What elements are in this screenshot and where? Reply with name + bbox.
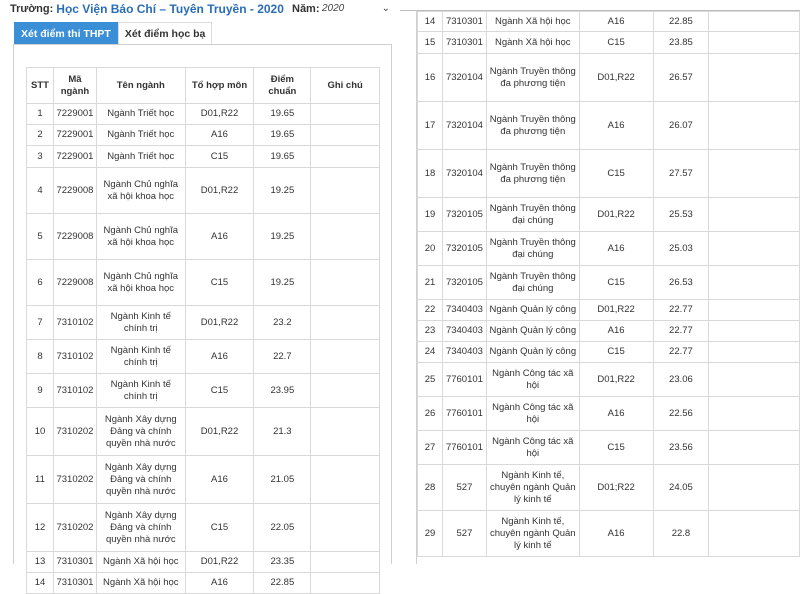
row-stt: 13 [27, 552, 54, 573]
row-subject-combo: A16 [185, 340, 254, 374]
row-stt: 24 [418, 342, 443, 363]
row-major-code: 7310301 [442, 12, 486, 32]
row-major-name: Ngành Kinh tế chính trị [96, 374, 185, 408]
row-note [311, 125, 380, 146]
year-select[interactable] [320, 1, 392, 16]
row-major-code: 7320105 [442, 198, 486, 232]
row-major-code: 7229008 [53, 260, 96, 306]
school-bar [10, 0, 284, 18]
table-row [418, 102, 800, 150]
row-major-code: 7310202 [53, 504, 96, 552]
row-stt: 3 [27, 146, 54, 168]
table-row [418, 12, 800, 32]
row-subject-combo: A16 [579, 102, 653, 150]
row-cutoff-score: 22.7 [254, 340, 311, 374]
row-stt: 2 [27, 125, 54, 146]
row-cutoff-score: 19.65 [254, 146, 311, 168]
row-major-name: Ngành Truyền thông đại chúng [486, 198, 579, 232]
row-stt: 16 [418, 54, 443, 102]
tab-thpt-score[interactable]: Xét điểm thi THPT [14, 22, 118, 44]
row-major-name: Ngành Kinh tế, chuyên ngành Quản lý kinh tế [486, 465, 579, 511]
row-note [311, 146, 380, 168]
row-major-code: 7310301 [442, 32, 486, 54]
row-subject-combo: A16 [579, 321, 653, 342]
row-major-code: 7229001 [53, 125, 96, 146]
row-major-name: Ngành Chủ nghĩa xã hội khoa học [96, 214, 185, 260]
row-major-code: 7340403 [442, 342, 486, 363]
table-row [418, 465, 800, 511]
row-major-code: 7760101 [442, 431, 486, 465]
row-subject-combo: A16 [185, 456, 254, 504]
table-row [418, 150, 800, 198]
row-subject-combo: A16 [185, 214, 254, 260]
row-stt: 25 [418, 363, 443, 397]
row-major-name: Ngành Kinh tế chính trị [96, 306, 185, 340]
right-divider-top [400, 10, 800, 11]
tab-transcript-score[interactable]: Xét điểm học bạ [118, 22, 213, 44]
row-stt: 12 [27, 504, 54, 552]
row-stt: 20 [418, 232, 443, 266]
row-major-name: Ngành Quản lý công [486, 321, 579, 342]
row-stt: 17 [418, 102, 443, 150]
chevron-down-icon: ⌄ [381, 3, 390, 14]
row-subject-combo: A16 [579, 232, 653, 266]
row-major-name: Ngành Xây dựng Đảng và chính quyền nhà nước [96, 408, 185, 456]
row-subject-combo: C15 [579, 150, 653, 198]
row-major-name: Ngành Kinh tế, chuyên ngành Quản lý kinh tế [486, 511, 579, 557]
row-major-name: Ngành Xã hội học [486, 12, 579, 32]
row-note [311, 374, 380, 408]
table-row [418, 397, 800, 431]
row-major-name: Ngành Triết học [96, 125, 185, 146]
row-major-name: Ngành Quản lý công [486, 342, 579, 363]
row-major-name: Ngành Xây dựng Đảng và chính quyền nhà nước [96, 456, 185, 504]
year-label: Năm: [292, 3, 320, 15]
row-note [709, 465, 800, 511]
row-cutoff-score: 22.05 [254, 504, 311, 552]
row-major-name: Ngành Truyền thông đại chúng [486, 232, 579, 266]
row-subject-combo: C15 [185, 504, 254, 552]
row-cutoff-score: 21.3 [254, 408, 311, 456]
row-note [311, 456, 380, 504]
row-subject-combo: C15 [185, 260, 254, 306]
row-stt: 11 [27, 456, 54, 504]
row-cutoff-score: 19.65 [254, 104, 311, 125]
row-major-name: Ngành Công tác xã hội [486, 363, 579, 397]
table-row [27, 125, 380, 146]
row-subject-combo: A16 [579, 511, 653, 557]
row-stt: 14 [27, 573, 54, 594]
row-note [311, 573, 380, 594]
row-cutoff-score: 19.25 [254, 168, 311, 214]
row-note [709, 198, 800, 232]
header-major-code: Mã ngành [53, 68, 96, 104]
table-row [27, 573, 380, 594]
table-row [418, 300, 800, 321]
row-subject-combo: D01;R22 [579, 465, 653, 511]
table-body-right [418, 12, 800, 557]
left-panel [0, 0, 392, 588]
row-cutoff-score: 26.53 [653, 266, 709, 300]
row-cutoff-score: 21.05 [254, 456, 311, 504]
row-major-name: Ngành Công tác xã hội [486, 431, 579, 465]
header-cutoff-score: Điểm chuẩn [254, 68, 311, 104]
row-major-code: 7310301 [53, 573, 96, 594]
row-note [709, 300, 800, 321]
row-note [311, 168, 380, 214]
row-subject-combo: D01,R22 [579, 54, 653, 102]
row-stt: 10 [27, 408, 54, 456]
row-major-code: 7310202 [53, 408, 96, 456]
row-note [709, 431, 800, 465]
row-stt: 29 [418, 511, 443, 557]
table-row [27, 374, 380, 408]
row-major-name: Ngành Truyền thông đa phương tiện [486, 150, 579, 198]
row-stt: 9 [27, 374, 54, 408]
row-cutoff-score: 22.77 [653, 342, 709, 363]
row-major-name: Ngành Xã hội học [486, 32, 579, 54]
row-stt: 8 [27, 340, 54, 374]
row-major-code: 7229008 [53, 214, 96, 260]
row-major-code: 7229001 [53, 146, 96, 168]
row-major-name: Ngành Truyền thông đa phương tiện [486, 54, 579, 102]
row-cutoff-score: 22.56 [653, 397, 709, 431]
table-row [418, 363, 800, 397]
table-row [418, 198, 800, 232]
row-stt: 19 [418, 198, 443, 232]
table-row [27, 104, 380, 125]
row-note [311, 260, 380, 306]
row-cutoff-score: 23.95 [254, 374, 311, 408]
row-cutoff-score: 26.57 [653, 54, 709, 102]
row-major-code: 7310202 [53, 456, 96, 504]
table-row [418, 321, 800, 342]
table-row [27, 168, 380, 214]
row-note [709, 266, 800, 300]
row-cutoff-score: 22.77 [653, 321, 709, 342]
table-row [418, 431, 800, 465]
row-major-name: Ngành Truyền thông đa phương tiện [486, 102, 579, 150]
row-note [311, 552, 380, 573]
table-row [27, 504, 380, 552]
row-subject-combo: C15 [185, 374, 254, 408]
row-major-code: 7310301 [53, 552, 96, 573]
row-subject-combo: C15 [579, 266, 653, 300]
row-stt: 4 [27, 168, 54, 214]
row-subject-combo: A16 [185, 125, 254, 146]
row-stt: 21 [418, 266, 443, 300]
row-cutoff-score: 22.85 [254, 573, 311, 594]
table-body-left [27, 104, 380, 594]
row-subject-combo: D01,R22 [185, 408, 254, 456]
row-major-code: 7760101 [442, 363, 486, 397]
row-stt: 14 [418, 12, 443, 32]
row-subject-combo: A16 [185, 573, 254, 594]
table-row [27, 552, 380, 573]
row-major-code: 7760101 [442, 397, 486, 431]
header-note: Ghi chú [311, 68, 380, 104]
row-major-name: Ngành Chủ nghĩa xã hội khoa học [96, 168, 185, 214]
row-major-code: 7320105 [442, 232, 486, 266]
row-major-name: Ngành Triết học [96, 146, 185, 168]
row-cutoff-score: 19.25 [254, 260, 311, 306]
right-divider-left [416, 10, 417, 564]
row-note [311, 504, 380, 552]
table-row [27, 146, 380, 168]
row-stt: 26 [418, 397, 443, 431]
row-major-code: 7310102 [53, 374, 96, 408]
school-label: Trường: [10, 3, 54, 15]
row-cutoff-score: 23.85 [653, 32, 709, 54]
row-cutoff-score: 22.77 [653, 300, 709, 321]
table-row [27, 456, 380, 504]
row-cutoff-score: 24.05 [653, 465, 709, 511]
row-stt: 23 [418, 321, 443, 342]
table-row [418, 266, 800, 300]
row-major-code: 7320104 [442, 150, 486, 198]
row-subject-combo: C15 [185, 146, 254, 168]
row-subject-combo: C15 [579, 32, 653, 54]
header-major-name: Tên ngành [96, 68, 185, 104]
row-major-name: Ngành Quản lý công [486, 300, 579, 321]
table-row [27, 214, 380, 260]
row-cutoff-score: 25.53 [653, 198, 709, 232]
row-subject-combo: D01,R22 [185, 168, 254, 214]
row-cutoff-score: 22.85 [653, 12, 709, 32]
row-note [311, 214, 380, 260]
row-stt: 18 [418, 150, 443, 198]
row-major-code: 7310102 [53, 340, 96, 374]
row-stt: 7 [27, 306, 54, 340]
row-stt: 28 [418, 465, 443, 511]
row-stt: 1 [27, 104, 54, 125]
row-subject-combo: D01,R22 [579, 363, 653, 397]
row-major-name: Ngành Kinh tế chính trị [96, 340, 185, 374]
table-row [27, 306, 380, 340]
row-stt: 6 [27, 260, 54, 306]
row-major-code: 7340403 [442, 321, 486, 342]
table-row [418, 511, 800, 557]
table-row [27, 260, 380, 306]
table-row [418, 342, 800, 363]
row-subject-combo: A16 [579, 397, 653, 431]
table-header-row [27, 68, 380, 104]
score-table-left [26, 67, 380, 594]
row-major-name: Ngành Truyền thông đại chúng [486, 266, 579, 300]
row-note [709, 54, 800, 102]
row-cutoff-score: 23.06 [653, 363, 709, 397]
row-note [709, 397, 800, 431]
row-note [709, 342, 800, 363]
header-subject-combo: Tổ hợp môn [185, 68, 254, 104]
row-major-name: Ngành Công tác xã hội [486, 397, 579, 431]
row-major-name: Ngành Xã hội học [96, 552, 185, 573]
row-note [311, 408, 380, 456]
row-subject-combo: D01,R22 [185, 306, 254, 340]
school-name[interactable]: Học Viện Báo Chí – Tuyên Truyền - 2020 [56, 2, 284, 16]
row-cutoff-score: 25.03 [653, 232, 709, 266]
row-subject-combo: D01,R22 [579, 198, 653, 232]
row-major-code: 7229001 [53, 104, 96, 125]
row-cutoff-score: 23.35 [254, 552, 311, 573]
score-type-tabs [14, 22, 212, 44]
row-note [311, 104, 380, 125]
score-table-right [417, 11, 800, 557]
table-row [27, 340, 380, 374]
table-row [27, 408, 380, 456]
year-select-value: 2020 [322, 3, 345, 14]
row-stt: 22 [418, 300, 443, 321]
row-note [709, 511, 800, 557]
row-note [709, 32, 800, 54]
row-subject-combo: C15 [579, 431, 653, 465]
row-stt: 15 [418, 32, 443, 54]
header-stt: STT [27, 68, 54, 104]
row-major-code: 7320104 [442, 54, 486, 102]
row-major-code: 7229008 [53, 168, 96, 214]
row-note [311, 340, 380, 374]
row-note [709, 363, 800, 397]
score-table-container [13, 44, 392, 588]
row-major-code: 527 [442, 511, 486, 557]
row-note [311, 306, 380, 340]
row-stt: 5 [27, 214, 54, 260]
row-note [709, 150, 800, 198]
row-note [709, 12, 800, 32]
row-major-code: 7320105 [442, 266, 486, 300]
table-row [418, 232, 800, 266]
row-major-name: Ngành Triết học [96, 104, 185, 125]
right-panel [400, 0, 800, 564]
row-cutoff-score: 27.57 [653, 150, 709, 198]
row-major-name: Ngành Xã hội học [96, 573, 185, 594]
row-cutoff-score: 23.56 [653, 431, 709, 465]
row-subject-combo: C15 [579, 342, 653, 363]
row-major-name: Ngành Xây dựng Đảng và chính quyền nhà nước [96, 504, 185, 552]
row-major-code: 527 [442, 465, 486, 511]
row-subject-combo: A16 [579, 12, 653, 32]
row-cutoff-score: 19.25 [254, 214, 311, 260]
row-major-code: 7320104 [442, 102, 486, 150]
row-stt: 27 [418, 431, 443, 465]
table-row [418, 54, 800, 102]
row-cutoff-score: 23.2 [254, 306, 311, 340]
row-subject-combo: D01,R22 [185, 104, 254, 125]
row-note [709, 232, 800, 266]
row-subject-combo: D01,R22 [185, 552, 254, 573]
row-note [709, 321, 800, 342]
row-major-name: Ngành Chủ nghĩa xã hội khoa học [96, 260, 185, 306]
row-subject-combo: D01,R22 [579, 300, 653, 321]
row-major-code: 7310102 [53, 306, 96, 340]
row-major-code: 7340403 [442, 300, 486, 321]
row-note [709, 102, 800, 150]
table-row [418, 32, 800, 54]
row-cutoff-score: 26.07 [653, 102, 709, 150]
row-cutoff-score: 19.65 [254, 125, 311, 146]
row-cutoff-score: 22.8 [653, 511, 709, 557]
